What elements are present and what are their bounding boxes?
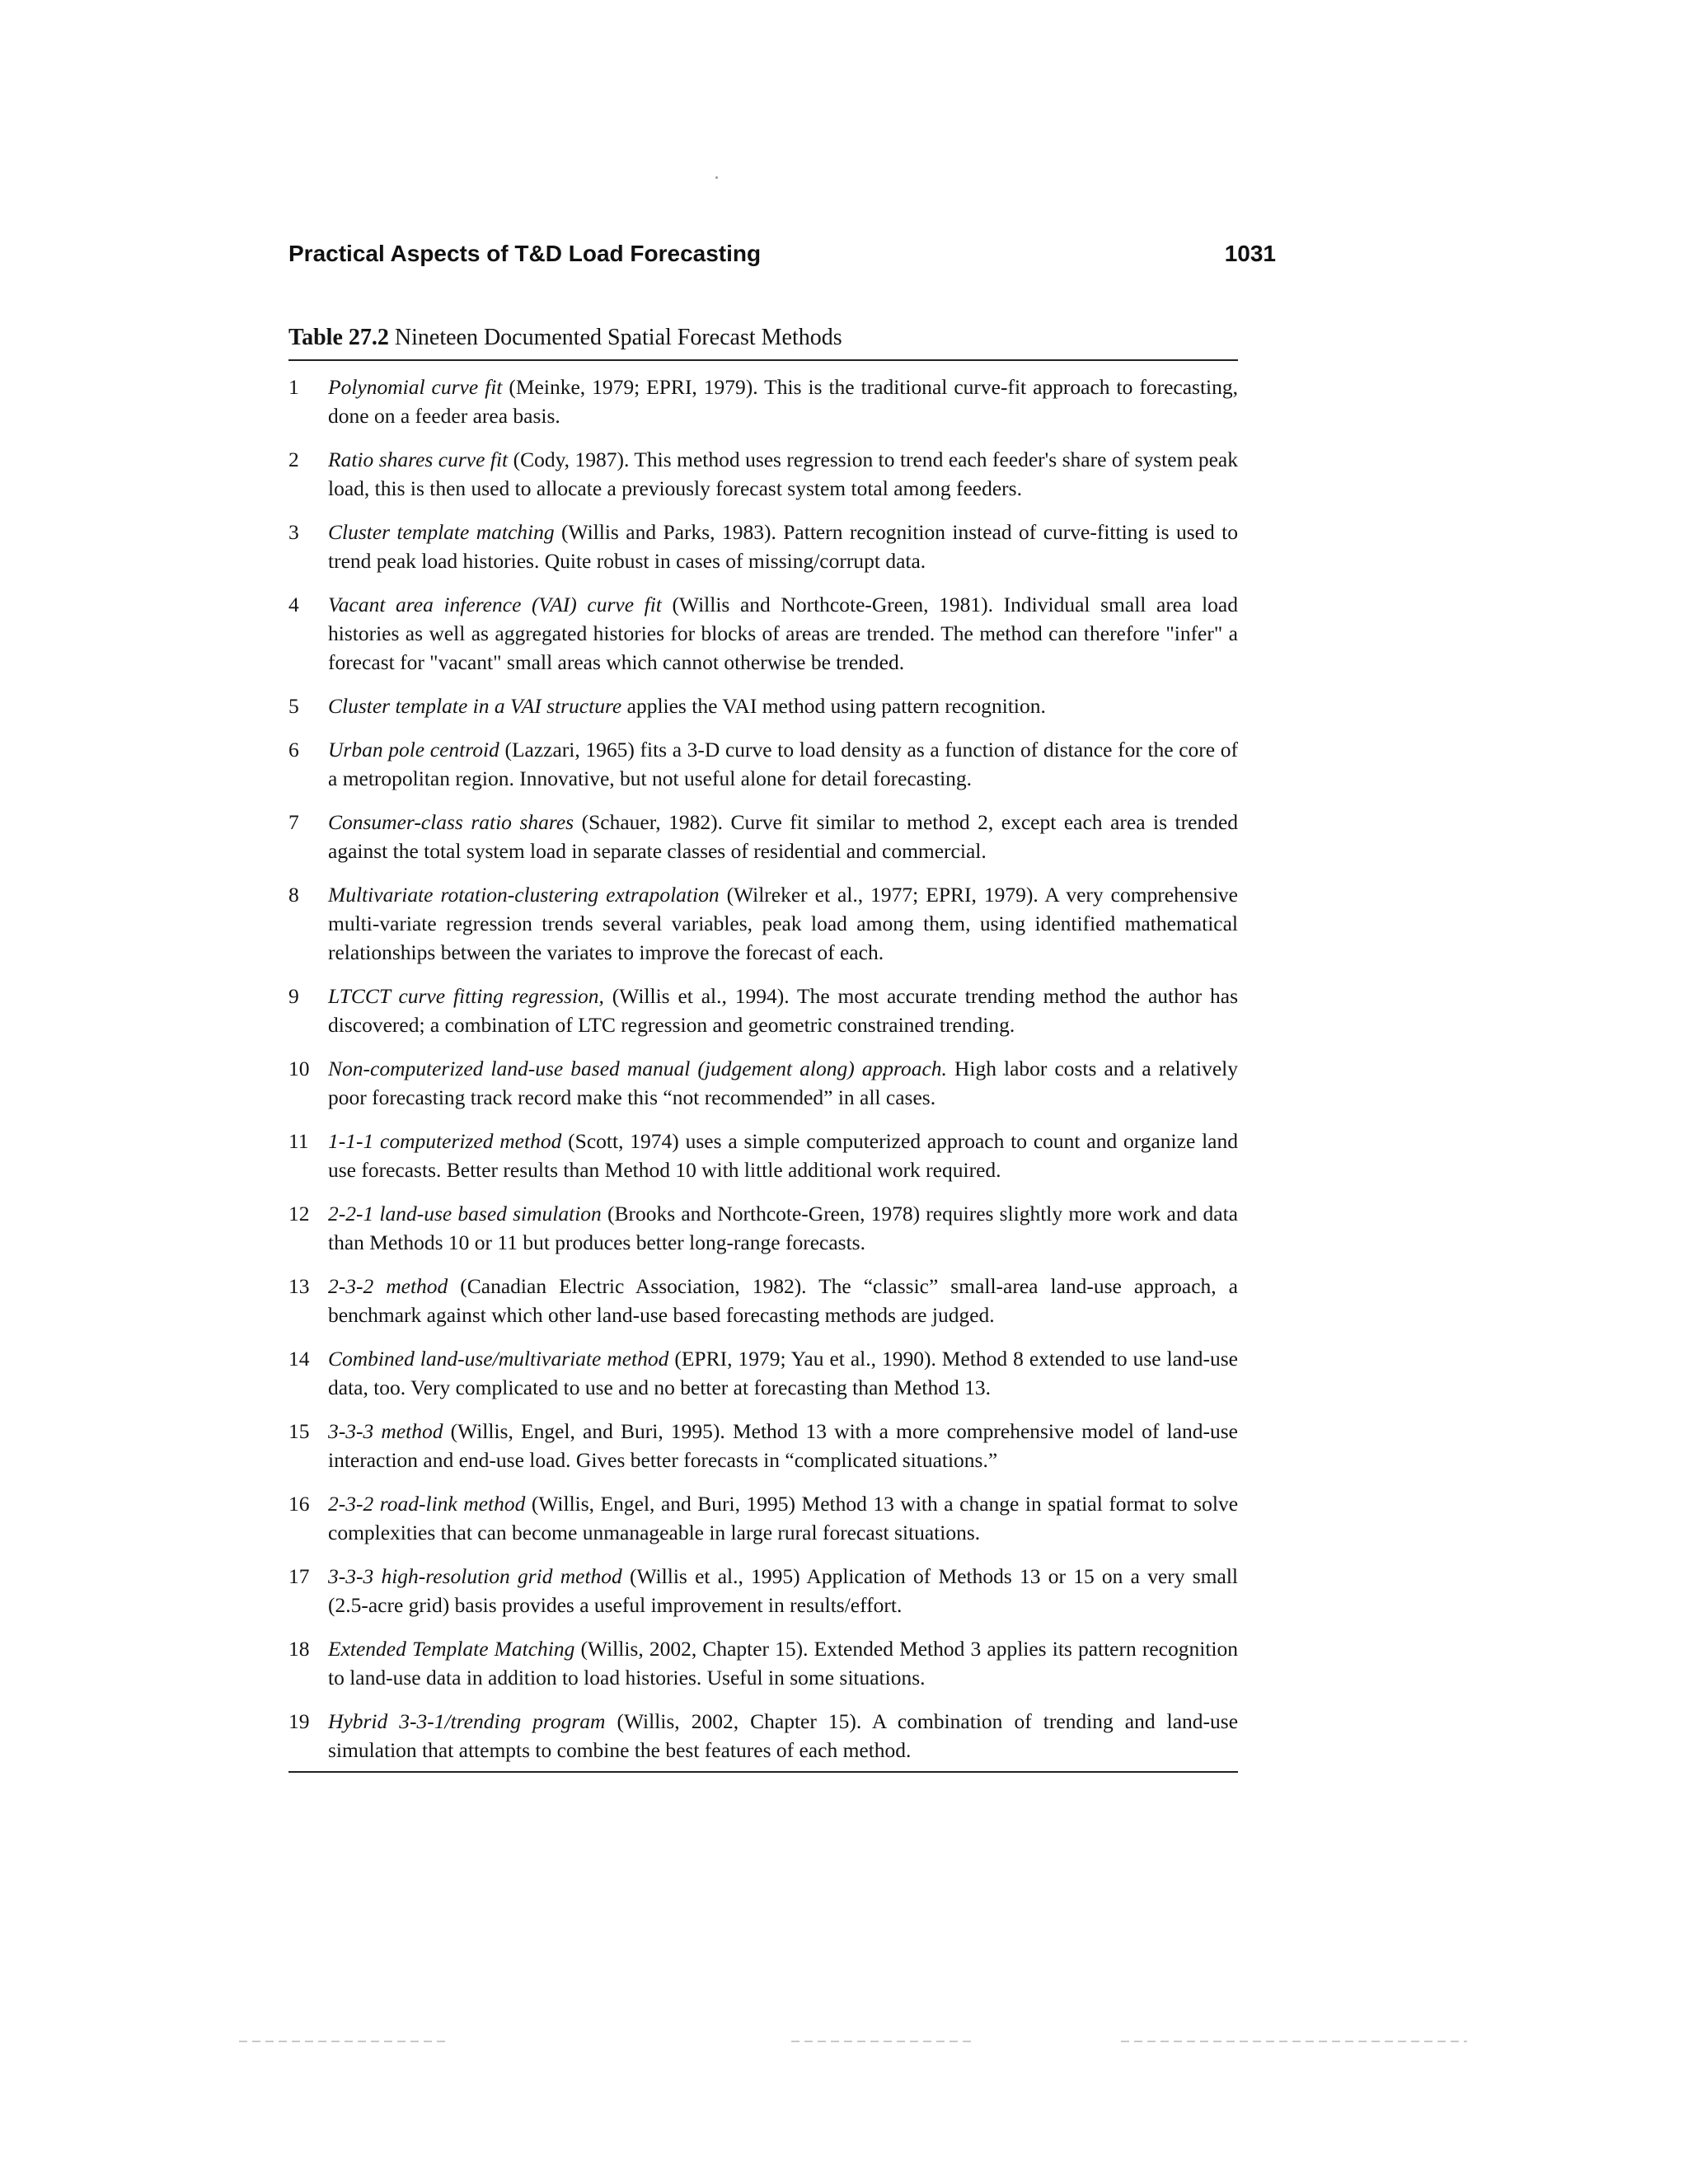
method-entry [288, 1054, 1238, 1112]
method-text: (EPRI, 1979; Yau et al., 1990). Method 8 extended to use land-use data, too. Very complicated to use and no better at forecasting than Method 13. [328, 1347, 1238, 1399]
scan-artifact [239, 2041, 445, 2042]
method-entry [288, 1344, 1238, 1402]
method-name: Combined land-use/multivariate method [328, 1347, 669, 1371]
method-entry [288, 808, 1238, 865]
method-text: (Meinke, 1979; EPRI, 1979). This is the traditional curve-fit approach to forecasting, done on a feeder area basis. [328, 375, 1238, 428]
table-caption [288, 323, 1238, 361]
method-description [328, 1272, 1238, 1329]
method-name: Urban pole centroid [328, 738, 499, 762]
method-name: Consumer-class ratio shares [328, 810, 574, 834]
method-text: (Willis, 2002, Chapter 15). A combination of trending and land-use simulation that attempts to combine the best features of each method. [328, 1709, 1239, 1762]
method-number: 6 [288, 738, 299, 762]
method-entry [288, 691, 1238, 720]
method-text: applies the VAI method using pattern recognition. [621, 694, 1046, 718]
method-number: 12 [288, 1202, 310, 1226]
method-text: (Willis, Engel, and Buri, 1995). Method 13 with a more comprehensive model of land-use interaction and end-use load. Gives better forecasts in “complicated situations.” [328, 1419, 1238, 1472]
method-entry [288, 1707, 1238, 1765]
method-name: Multivariate rotation-clustering extrapolation [328, 883, 720, 907]
method-description [328, 735, 1238, 793]
method-entry [288, 590, 1238, 677]
method-entry [288, 373, 1238, 430]
method-number: 8 [288, 883, 299, 907]
method-number: 5 [288, 694, 299, 718]
method-list [288, 373, 1238, 1765]
method-number: 1 [288, 375, 299, 399]
method-name: 2-3-2 method [328, 1274, 448, 1298]
method-entry [288, 1272, 1238, 1329]
method-description [328, 445, 1238, 503]
method-description [328, 1054, 1238, 1112]
method-description [328, 518, 1238, 575]
method-name: Hybrid 3-3-1/trending program [328, 1709, 606, 1733]
method-description [328, 1562, 1238, 1619]
method-number: 2 [288, 448, 299, 471]
method-text: (Willis, 2002, Chapter 15). Extended Method 3 applies its pattern recognition to land-use data in addition to load histories. Useful in some situations. [328, 1637, 1238, 1690]
method-entry [288, 880, 1238, 967]
method-name: 2-3-2 road-link method [328, 1492, 526, 1516]
method-text: (Canadian Electric Association, 1982). The “classic” small-area land-use approach, a benchmark against which other land-use based forecasting methods are judged. [328, 1274, 1238, 1327]
chapter-title: Practical Aspects of T&D Load Forecasting [288, 241, 762, 266]
method-name: LTCCT curve fitting regression, [328, 984, 604, 1008]
method-text: (Lazzari, 1965) fits a 3-D curve to load density as a function of distance for the core of a metropolitan region. Innovative, but not useful alone for detail forecasting. [328, 738, 1238, 790]
method-description [328, 1489, 1238, 1547]
method-number: 4 [288, 593, 299, 616]
method-text: (Willis et al., 1995) Application of Methods 13 or 15 on a very small (2.5-acre grid) basis provides a useful improvement in results/effort. [328, 1564, 1238, 1617]
method-name: Non-computerized land-use based manual (judgement along) approach. [328, 1057, 947, 1080]
method-number: 16 [288, 1492, 310, 1516]
method-number: 15 [288, 1419, 310, 1443]
method-description [328, 1344, 1238, 1402]
method-number: 3 [288, 520, 299, 544]
scan-speck [715, 176, 718, 179]
table-bottom-rule [288, 1771, 1238, 1773]
method-text: (Willis et al., 1994). The most accurate trending method the author has discovered; a combination of LTC regression and geometric constrained trending. [328, 984, 1238, 1037]
method-entry [288, 1199, 1238, 1257]
method-number: 18 [288, 1637, 310, 1661]
method-text: (Willis and Parks, 1983). Pattern recognition instead of curve-fitting is used to trend peak load histories. Quite robust in cases of missing/corrupt data. [328, 520, 1238, 573]
table-label: Table 27.2 [288, 325, 389, 350]
method-number: 9 [288, 984, 299, 1008]
method-text: (Scott, 1974) uses a simple computerized approach to count and organize land use forecasts. Better results than Method 10 with little additional work required. [328, 1129, 1238, 1182]
method-number: 17 [288, 1564, 310, 1588]
method-description [328, 1417, 1238, 1474]
method-text: High labor costs and a relatively poor forecasting track record make this “not recommended” in all cases. [328, 1057, 1238, 1109]
method-entry [288, 518, 1238, 575]
scan-artifact [1121, 2041, 1467, 2042]
method-entry [288, 1562, 1238, 1619]
method-name: Extended Template Matching [328, 1637, 575, 1661]
page-number: 1031 [1224, 241, 1276, 266]
method-name: Vacant area inference (VAI) curve fit [328, 593, 662, 616]
method-number: 10 [288, 1057, 310, 1080]
method-description [328, 1634, 1238, 1692]
method-description [328, 808, 1238, 865]
method-text: (Cody, 1987). This method uses regression to trend each feeder's share of system peak load, this is then used to allocate a previously forecast system total among feeders. [328, 448, 1238, 500]
method-number: 14 [288, 1347, 310, 1371]
method-name: Polynomial curve fit [328, 375, 503, 399]
method-entry [288, 982, 1238, 1039]
method-description [328, 691, 1238, 720]
method-name: 3-3-3 method [328, 1419, 443, 1443]
method-number: 19 [288, 1709, 310, 1733]
method-text: (Willis and Northcote-Green, 1981). Individual small area load histories as well as aggregated histories for blocks of areas are trended. The method can therefore "infer" a forecast for "vacant" small areas which cannot otherwise be trended. [328, 593, 1238, 674]
method-description [328, 1127, 1238, 1184]
method-number: 13 [288, 1274, 310, 1298]
method-description [328, 1707, 1238, 1765]
method-number: 7 [288, 810, 299, 834]
method-description [328, 1199, 1238, 1257]
method-text: (Wilreker et al., 1977; EPRI, 1979). A very comprehensive multi-variate regression trends several variables, peak load among them, using identified mathematical relationships between the variates to improve the forecast of each. [328, 883, 1238, 964]
method-name: 2-2-1 land-use based simulation [328, 1202, 602, 1226]
method-description [328, 373, 1238, 430]
methods-table [288, 323, 1238, 1773]
running-header [288, 241, 1276, 274]
method-number: 11 [288, 1129, 309, 1153]
method-description [328, 590, 1238, 677]
method-name: 3-3-3 high-resolution grid method [328, 1564, 622, 1588]
method-entry [288, 1489, 1238, 1547]
scan-artifact [791, 2041, 973, 2042]
method-entry [288, 1634, 1238, 1692]
method-name: 1-1-1 computerized method [328, 1129, 562, 1153]
method-entry [288, 1417, 1238, 1474]
method-entry [288, 445, 1238, 503]
method-entry [288, 735, 1238, 793]
method-name: Cluster template in a VAI structure [328, 694, 622, 718]
method-text: (Schauer, 1982). Curve fit similar to method 2, except each area is trended against the total system load in separate classes of residential and commercial. [328, 810, 1239, 863]
method-name: Cluster template matching [328, 520, 555, 544]
method-description [328, 982, 1238, 1039]
method-entry [288, 1127, 1238, 1184]
method-description [328, 880, 1238, 967]
method-text: (Brooks and Northcote-Green, 1978) requires slightly more work and data than Methods 10 or 11 but produces better long-range forecasts. [328, 1202, 1238, 1254]
method-name: Ratio shares curve fit [328, 448, 509, 471]
method-text: (Willis, Engel, and Buri, 1995) Method 13 with a change in spatial format to solve complexities that can become unmanageable in large rural forecast situations. [328, 1492, 1239, 1544]
table-title: Nineteen Documented Spatial Forecast Methods [394, 325, 842, 350]
